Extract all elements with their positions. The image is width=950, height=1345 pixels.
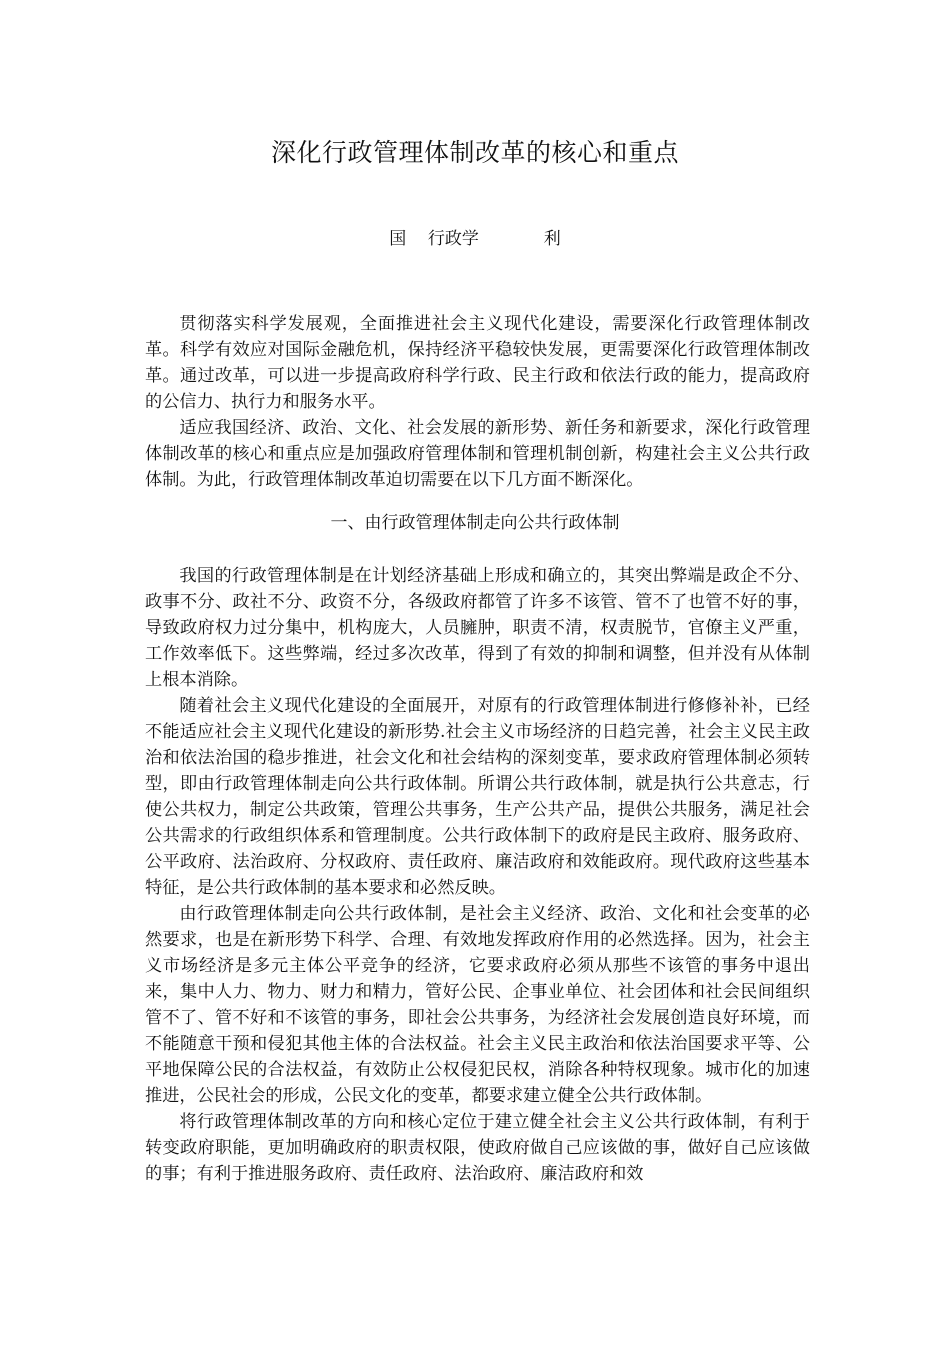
paragraph: 将行政管理体制改革的方向和核心定位于建立健全社会主义公共行政体制，有利于转变政府职能，更加明确政府的职责权限，使政府做自己应该做的事，做好自己应该做的事；有利于推进服务政府、责任政府、法治政府、廉洁政府和效 (145, 1112, 810, 1184)
intro-section (145, 311, 810, 493)
document-title: 深化行政管理体制改革的核心和重点 (270, 138, 679, 167)
author-line: 国 行政学 利 (389, 229, 561, 249)
section-heading: 一、由行政管理体制走向公共行政体制 (330, 513, 620, 533)
paragraph: 我国的行政管理体制是在计划经济基础上形成和确立的，其突出弊端是政企不分、政事不分、政社不分、政资不分，各级政府都管了许多不该管、管不了也管不好的事，导致政府权力过分集中，机构庞大，人员臃肿，职责不清，权责脱节，官僚主义严重，工作效率低下。这些弊端，经过多次改革，得到了有效的抑制和调整，但并没有从体制上根本消除。 (145, 566, 810, 690)
paragraph: 适应我国经济、政治、文化、社会发展的新形势、新任务和新要求，深化行政管理体制改革的核心和重点应是加强政府管理体制和管理机制创新，构建社会主义公共行政体制。为此，行政管理体制改革迫切需要在以下几方面不断深化。 (145, 418, 810, 490)
section-body (145, 563, 810, 1187)
paragraph: 随着社会主义现代化建设的全面展开，对原有的行政管理体制进行修修补补，已经不能适应社会主义现代化建设的新形势.社会主义市场经济的日趋完善，社会主义民主政治和依法治国的稳步推进，社会文化和社会结构的深刻变革，要求政府管理体制必须转型，即由行政管理体制走向公共行政体制。所谓公共行政体制，就是执行公共意志，行使公共权力，制定公共政策，管理公共事务，生产公共产品，提供公共服务，满足社会公共需求的行政组织体系和管理制度。公共行政体制下的政府是民主政府、服务政府、公平政府、法治政府、分权政府、责任政府、廉洁政府和效能政府。现代政府这些基本特征，是公共行政体制的基本要求和必然反映。 (145, 696, 810, 898)
paragraph: 由行政管理体制走向公共行政体制，是社会主义经济、政治、文化和社会变革的必然要求，也是在新形势下科学、合理、有效地发挥政府作用的必然选择。因为，社会主义市场经济是多元主体公平竞争的经济，它要求政府必须从那些不该管的事务中退出来，集中人力、物力、财力和精力，管好公民、企事业单位、社会团体和社会民间组织管不了、管不好和不该管的事务，即社会公共事务，为经济社会发展创造良好环境，而不能随意干预和侵犯其他主体的合法权益。社会主义民主政治和依法治国要求平等、公平地保障公民的合法权益，有效防止公权侵犯民权，消除各种特权现象。城市化的加速推进，公民社会的形成，公民文化的变革，都要求建立健全公共行政体制。 (145, 904, 810, 1106)
paragraph: 贯彻落实科学发展观，全面推进社会主义现代化建设，需要深化行政管理体制改革。科学有效应对国际金融危机，保持经济平稳较快发展，更需要深化行政管理体制改革。通过改革，可以进一步提高政府科学行政、民主行政和依法行政的能力，提高政府的公信力、执行力和服务水平。 (145, 314, 810, 412)
